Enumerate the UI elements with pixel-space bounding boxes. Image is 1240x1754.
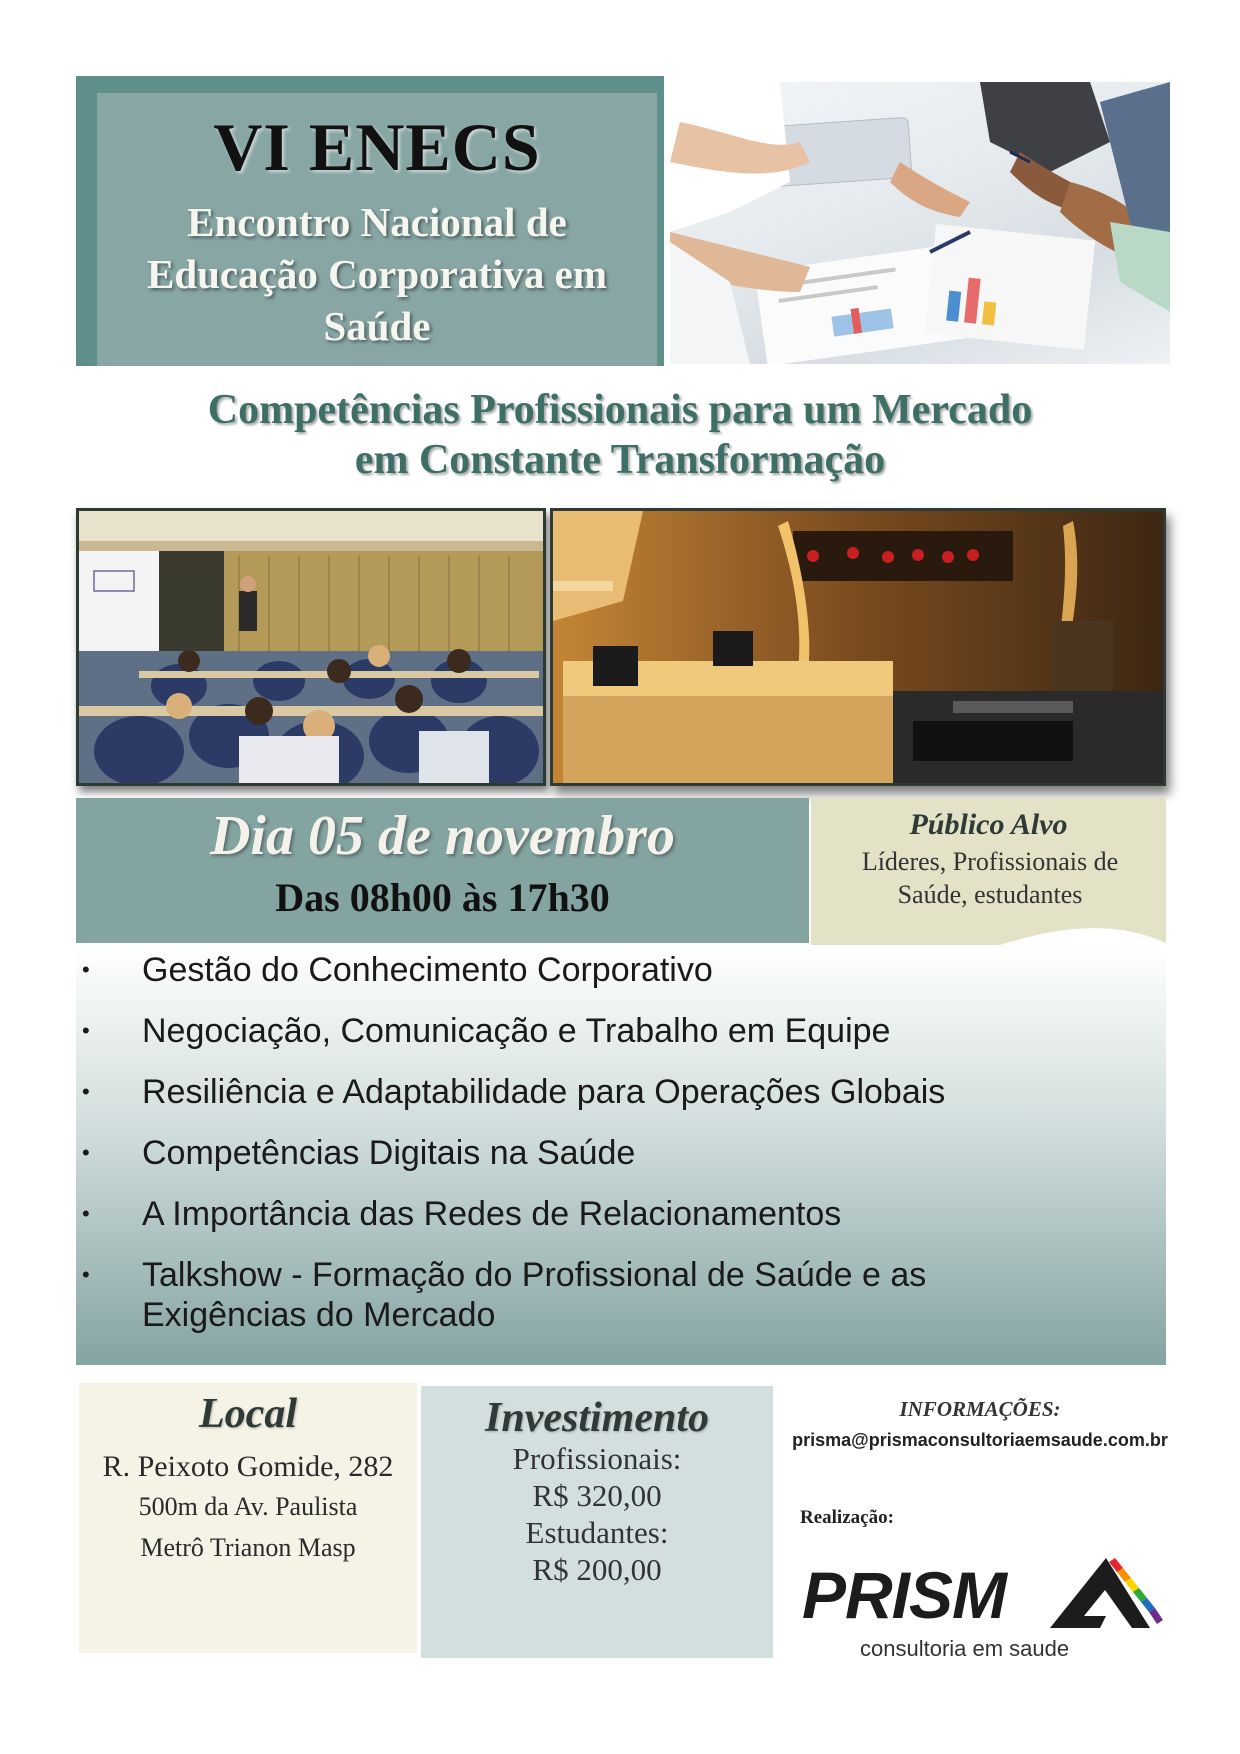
topic-item	[76, 1133, 1166, 1173]
bullet-icon: •	[82, 1201, 90, 1226]
topic-item	[76, 950, 1166, 990]
professionals-label: Profissionais:	[512, 1441, 682, 1476]
organizer-label: Realização:	[800, 1507, 894, 1528]
subtitle-line: Saúde	[323, 303, 431, 349]
topic-text: A Importância das Redes de Relacionamentos	[142, 1195, 842, 1233]
reception-illustration	[553, 511, 1163, 783]
topic-item	[76, 1072, 1166, 1112]
contact-email[interactable]: prisma@prismaconsultoriaemsaude.com.br	[792, 1430, 1168, 1450]
event-date: Dia 05 de novembro	[209, 805, 676, 867]
topic-item	[76, 1255, 1166, 1335]
event-theme	[60, 385, 1180, 485]
business-meeting-photo	[670, 82, 1170, 364]
audience-title: Público Alvo	[909, 808, 1068, 841]
prisma-logo-graphic	[800, 1548, 1170, 1668]
topic-text: Competências Digitais na Saúde	[142, 1134, 636, 1172]
reception-photo	[550, 508, 1166, 786]
meeting-illustration	[670, 82, 1170, 364]
bullet-icon: •	[82, 1018, 90, 1043]
topic-text: Negociação, Comunicação e Trabalho em Equipe	[142, 1012, 891, 1050]
info-label: INFORMAÇÕES:	[899, 1397, 1061, 1421]
investment-title: Investimento	[484, 1395, 709, 1441]
auditorium-photo	[76, 508, 546, 786]
location-title: Local	[199, 1391, 297, 1437]
location-address: R. Peixoto Gomide, 282	[102, 1450, 394, 1483]
bullet-icon: •	[82, 957, 90, 982]
theme-line: em Constante Transformação	[354, 437, 886, 483]
event-time: Das 08h00 às 17h30	[275, 875, 610, 920]
professionals-price: R$ 320,00	[532, 1478, 662, 1513]
logo-tagline: consultoria em saude	[860, 1636, 1070, 1661]
topic-item	[76, 1011, 1166, 1051]
students-label: Estudantes:	[525, 1515, 669, 1550]
bullet-icon: •	[82, 1079, 90, 1104]
topic-item	[76, 1194, 1166, 1234]
prisma-logo	[800, 1548, 1170, 1668]
students-price: R$ 200,00	[532, 1552, 662, 1587]
bullet-icon: •	[82, 1140, 90, 1165]
event-subtitle	[97, 196, 657, 352]
location-reference: 500m da Av. Paulista	[138, 1492, 358, 1521]
topics-list	[76, 950, 1166, 1356]
auditorium-illustration	[79, 511, 543, 783]
topic-text: Resiliência e Adaptabilidade para Operações Globais	[142, 1073, 946, 1111]
subtitle-line: Educação Corporativa em	[146, 251, 608, 297]
logo-wordmark: PRISM	[802, 1558, 1007, 1632]
subtitle-line: Encontro Nacional de	[187, 199, 567, 245]
topic-text: Gestão do Conhecimento Corporativo	[142, 951, 713, 989]
location-metro: Metrô Trianon Masp	[140, 1533, 356, 1562]
theme-line: Competências Profissionais para um Mercado	[207, 387, 1033, 433]
event-title: VI ENECS	[213, 109, 541, 185]
audience-text: Líderes, Profissionais de Saúde, estudantes	[861, 847, 1119, 909]
bullet-icon: •	[82, 1262, 90, 1287]
topic-text: Talkshow - Formação do Profissional de Saúde e as Exigências do Mercado	[142, 1256, 927, 1334]
